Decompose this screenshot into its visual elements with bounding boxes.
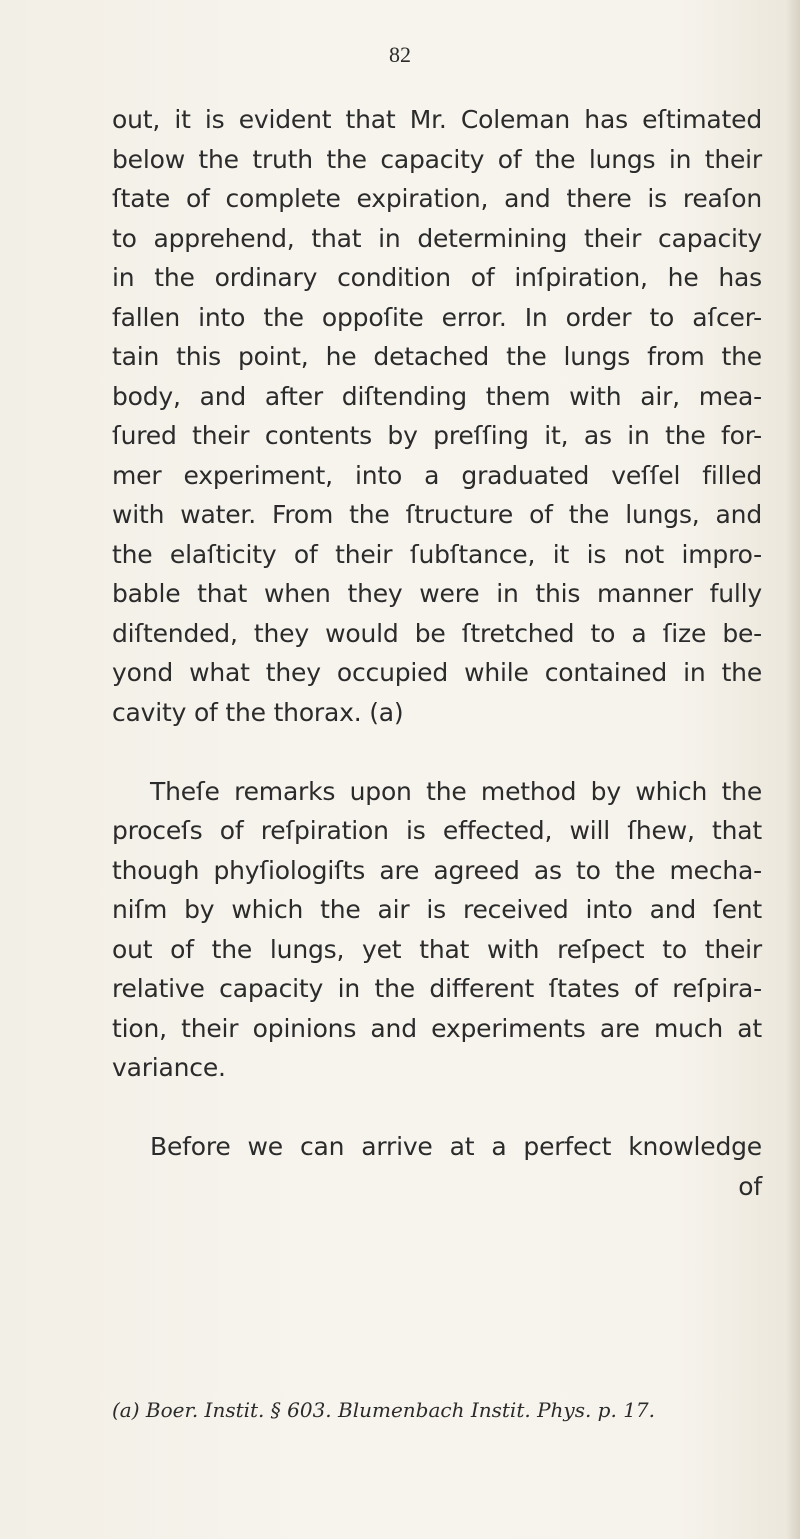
text-line: fallen into the oppoſite error. In order to aſcer-	[112, 302, 762, 332]
text-line: with water. From the ſtructure of the lungs, and	[112, 500, 762, 529]
text-line: cavity of the thorax. (a)	[112, 697, 404, 727]
text-line: yond what they occupied while contained in the	[112, 658, 762, 687]
text-line: proceſs of reſpiration is effected, will ſhew, that	[112, 816, 762, 845]
text-line: variance.	[112, 1053, 226, 1082]
page-number: 82	[389, 42, 411, 67]
text-line: diſtended, they would be ſtretched to a ſize be-	[112, 618, 762, 648]
page-edge-shadow	[786, 0, 800, 1539]
paragraph-3	[112, 1127, 762, 1206]
text-line: out of the lungs, yet that with reſpect to their	[112, 934, 762, 964]
text-line: body, and after diſtending them with air, mea-	[112, 381, 762, 411]
text-line: below the truth the capacity of the lungs in their	[112, 144, 762, 174]
text-line: though phyſiologiſts are agreed as to the mecha-	[112, 855, 762, 885]
catchword: of	[738, 1171, 762, 1201]
text-line: Before we can arrive at a perfect knowledge	[150, 1132, 762, 1161]
text-line: ſured their contents by preſſing it, as in the for-	[112, 421, 762, 450]
text-line: ſtate of complete expiration, and there is reaſon	[112, 184, 762, 213]
footnote: (a) Boer. Instit. § 603. Blumenbach Instit. Phys. p. 17.	[112, 1398, 656, 1422]
paragraph-gap	[112, 1088, 762, 1128]
body-text	[112, 100, 762, 1206]
text-line: tain this point, he detached the lungs from the	[112, 342, 762, 371]
text-line: to apprehend, that in determining their capacity	[112, 223, 762, 253]
paragraph-gap	[112, 732, 762, 772]
paragraph-1	[112, 100, 762, 732]
text-line: relative capacity in the different ſtates of reſpira-	[112, 974, 762, 1003]
text-line: in the ordinary condition of inſpiration, he has	[112, 263, 762, 292]
paragraph-2	[112, 772, 762, 1088]
text-line: out, it is evident that Mr. Coleman has eſtimated	[112, 105, 762, 134]
text-line: mer experiment, into a graduated veſſel filled	[112, 460, 762, 490]
text-line: the elaſticity of their ſubſtance, it is not impro-	[112, 539, 762, 569]
text-line: Theſe remarks upon the method by which the	[150, 776, 762, 806]
text-line: niſm by which the air is received into and ſent	[112, 895, 762, 924]
text-line: bable that when they were in this manner fully	[112, 579, 762, 608]
text-line: tion, their opinions and experiments are much at	[112, 1013, 762, 1043]
